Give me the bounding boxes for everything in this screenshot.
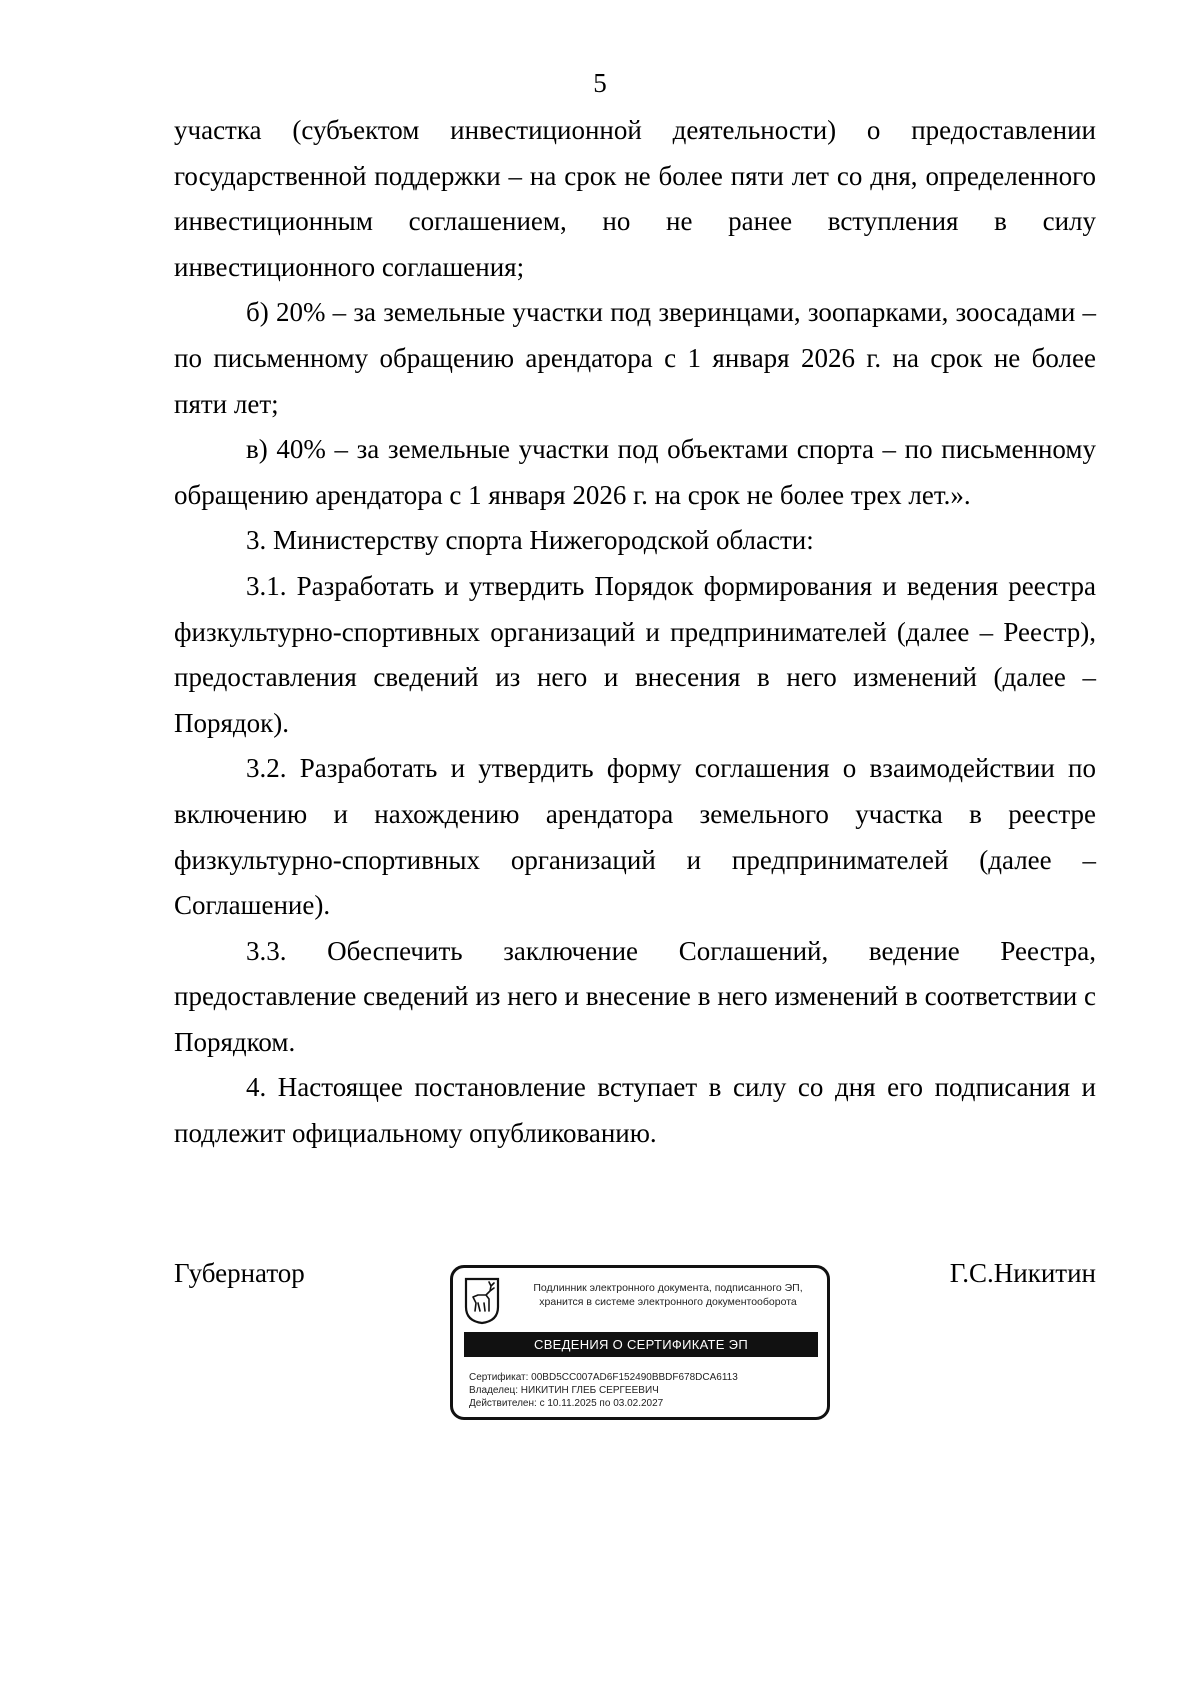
paragraph-3-3: 3.3. Обеспечить заключение Соглашений, ведение Реестра, предоставление сведений из него и внесение в него изменений в соответствии с Порядком. [174,935,1096,1057]
paragraph-3: 3. Министерству спорта Нижегородской области: [246,525,814,556]
stamp-note-line: хранится в системе электронного документооборота [539,1296,797,1308]
stamp-note-line: Подлинник электронного документа, подписанного ЭП, [533,1282,803,1294]
signer-name: Г.С.Никитин [949,1258,1096,1288]
paragraph-item-b: б) 20% – за земельные участки под зверинцами, зоопарками, зоосадами – по письменному обращению арендатора с 1 января 2026 г. на срок не более пяти лет; [174,297,1096,419]
paragraph-continuation: участка (субъектом инвестиционной деятельности) о предоставлении государственной поддержки – на срок не более пяти лет со дня, определенного инвестиционным соглашением, но не ранее вступления в силу инвестиционного соглашения; [174,115,1096,282]
paragraph-4: 4. Настоящее постановление вступает в силу со дня его подписания и подлежит официальному опубликованию. [174,1072,1096,1149]
stamp-note [513,1281,823,1309]
stamp-certificate: Сертификат: 00BD5CC007AD6F152490BBDF678DCA6113 [469,1372,738,1383]
document-body [174,108,1096,1157]
electronic-signature-stamp [450,1265,830,1420]
stamp-owner: Владелец: НИКИТИН ГЛЕБ СЕРГЕЕВИЧ [469,1385,659,1396]
paragraph-3-2: 3.2. Разработать и утвердить форму соглашения о взаимодействии по включению и нахождению арендатора земельного участка в реестре физкультурно-спортивных организаций и предпринимателей (далее – Соглашение). [174,753,1096,921]
page-number: 5 [593,68,607,98]
paragraph-3-1: 3.1. Разработать и утвердить Порядок формирования и ведения реестра физкультурно-спортивных организаций и предпринимателей (далее – Реестр), предоставления сведений из него и внесения в него изменений (далее – Порядок). [174,570,1096,738]
paragraph-item-v: в) 40% – за земельные участки под объектами спорта – по письменному обращению арендатора с 1 января 2026 г. на срок не более трех лет.». [174,434,1096,510]
nizhny-novgorod-deer-emblem-icon [464,1277,500,1325]
stamp-validity: Действителен: с 10.11.2025 по 03.02.2027 [469,1398,664,1409]
stamp-details [469,1371,738,1410]
stamp-header: СВЕДЕНИЯ О СЕРТИФИКАТЕ ЭП [464,1332,818,1357]
signer-position: Губернатор [174,1258,305,1288]
